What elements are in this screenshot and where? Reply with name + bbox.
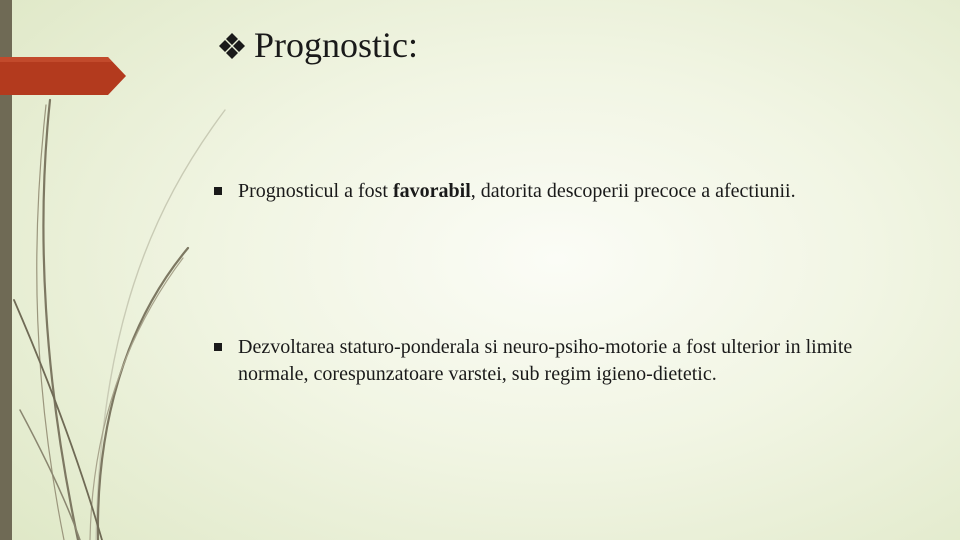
square-bullet-icon bbox=[214, 343, 222, 351]
bullet-text-bold: favorabil bbox=[393, 180, 471, 202]
bullet-text: Dezvoltarea staturo-ponderala si neuro-psiho-motorie a fost ulterior in limite normale, corespunzatoare varstei, sub regim igieno-dietetic. bbox=[238, 336, 853, 385]
bullet-item-prognosis bbox=[214, 178, 914, 205]
slide-title-text: Prognostic: bbox=[254, 25, 419, 65]
diamond-bullet-icon bbox=[218, 32, 246, 60]
bullet-text-part: Prognosticul a fost bbox=[238, 180, 393, 202]
bullet-text-part: , datorita descoperii precoce a afectiunii. bbox=[470, 180, 796, 202]
bullet-text bbox=[238, 178, 914, 205]
slide-title bbox=[218, 22, 418, 68]
bullet-item-development bbox=[214, 334, 914, 388]
square-bullet-icon bbox=[214, 187, 222, 195]
